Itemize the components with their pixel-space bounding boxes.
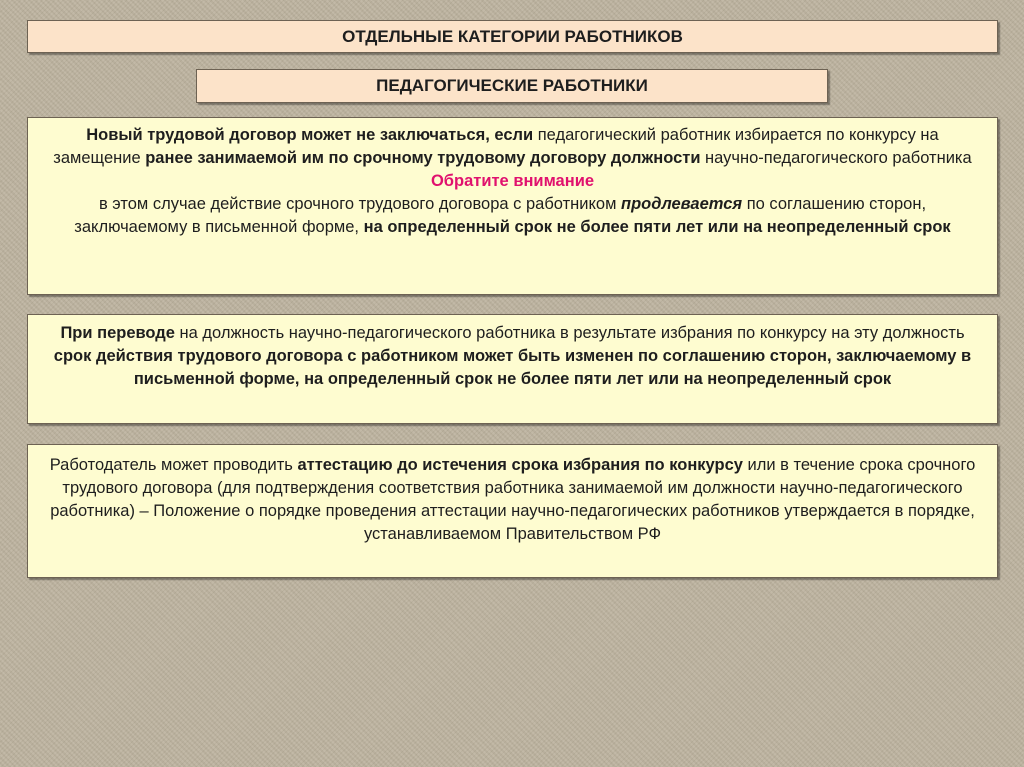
box1-text-1: педагогический работник избирается по конкурсу на замещение: [53, 126, 939, 167]
box1-emphasis-1: ранее занимаемой им по срочному трудовому договору должности: [145, 149, 701, 167]
section-title-text: ПЕДАГОГИЧЕСКИЕ РАБОТНИКИ: [376, 76, 648, 95]
page-title: [27, 20, 998, 53]
box3-text-1: Работодатель может проводить: [49, 456, 298, 474]
box1-lead: Новый трудовой договор может не заключаться, если: [86, 126, 534, 144]
attention-note: Обратите внимание: [430, 172, 595, 190]
box2-emphasis: срок действия трудового договора с работником может быть изменен по соглашению сторон, заключаемому в письменной форме, на определенный срок не более пяти лет или на неопределенный срок: [53, 347, 972, 388]
box1-emphasis-2: продлевается: [621, 195, 743, 213]
box1-paragraph-1: [42, 124, 983, 170]
info-box-new-contract: [27, 117, 998, 295]
box3-paragraph: [42, 454, 983, 546]
box2-lead: При переводе: [60, 324, 175, 342]
box3-text-2: или в течение срока срочного трудового договора (для подтверждения соответствия работника занимаемой им должности научно-педагогического работника) – Положение о порядке проведения аттестации научно-педагогических работников утверждается в порядке, устанавливаемом Правительством РФ: [50, 456, 976, 543]
box3-emphasis: аттестацию до истечения срока избрания по конкурсу: [297, 456, 743, 474]
box2-paragraph: [42, 322, 983, 391]
page-title-text: ОТДЕЛЬНЫЕ КАТЕГОРИИ РАБОТНИКОВ: [342, 26, 683, 46]
box1-text-3: в этом случае действие срочного трудового договора с работником: [98, 195, 622, 213]
box1-text-4: по соглашению сторон, заключаемому в письменной форме,: [74, 195, 927, 236]
section-title: [196, 69, 828, 103]
info-box-transfer: [27, 314, 998, 424]
info-box-attestation: [27, 444, 998, 578]
box2-text-1: на должность научно-педагогического работника в результате избрания по конкурсу на эту должность: [174, 324, 965, 342]
box1-paragraph-2: [42, 193, 983, 239]
box1-text-2: научно-педагогического работника: [700, 149, 972, 167]
box1-emphasis-3: на определенный срок не более пяти лет или на неопределенный срок: [363, 218, 951, 236]
